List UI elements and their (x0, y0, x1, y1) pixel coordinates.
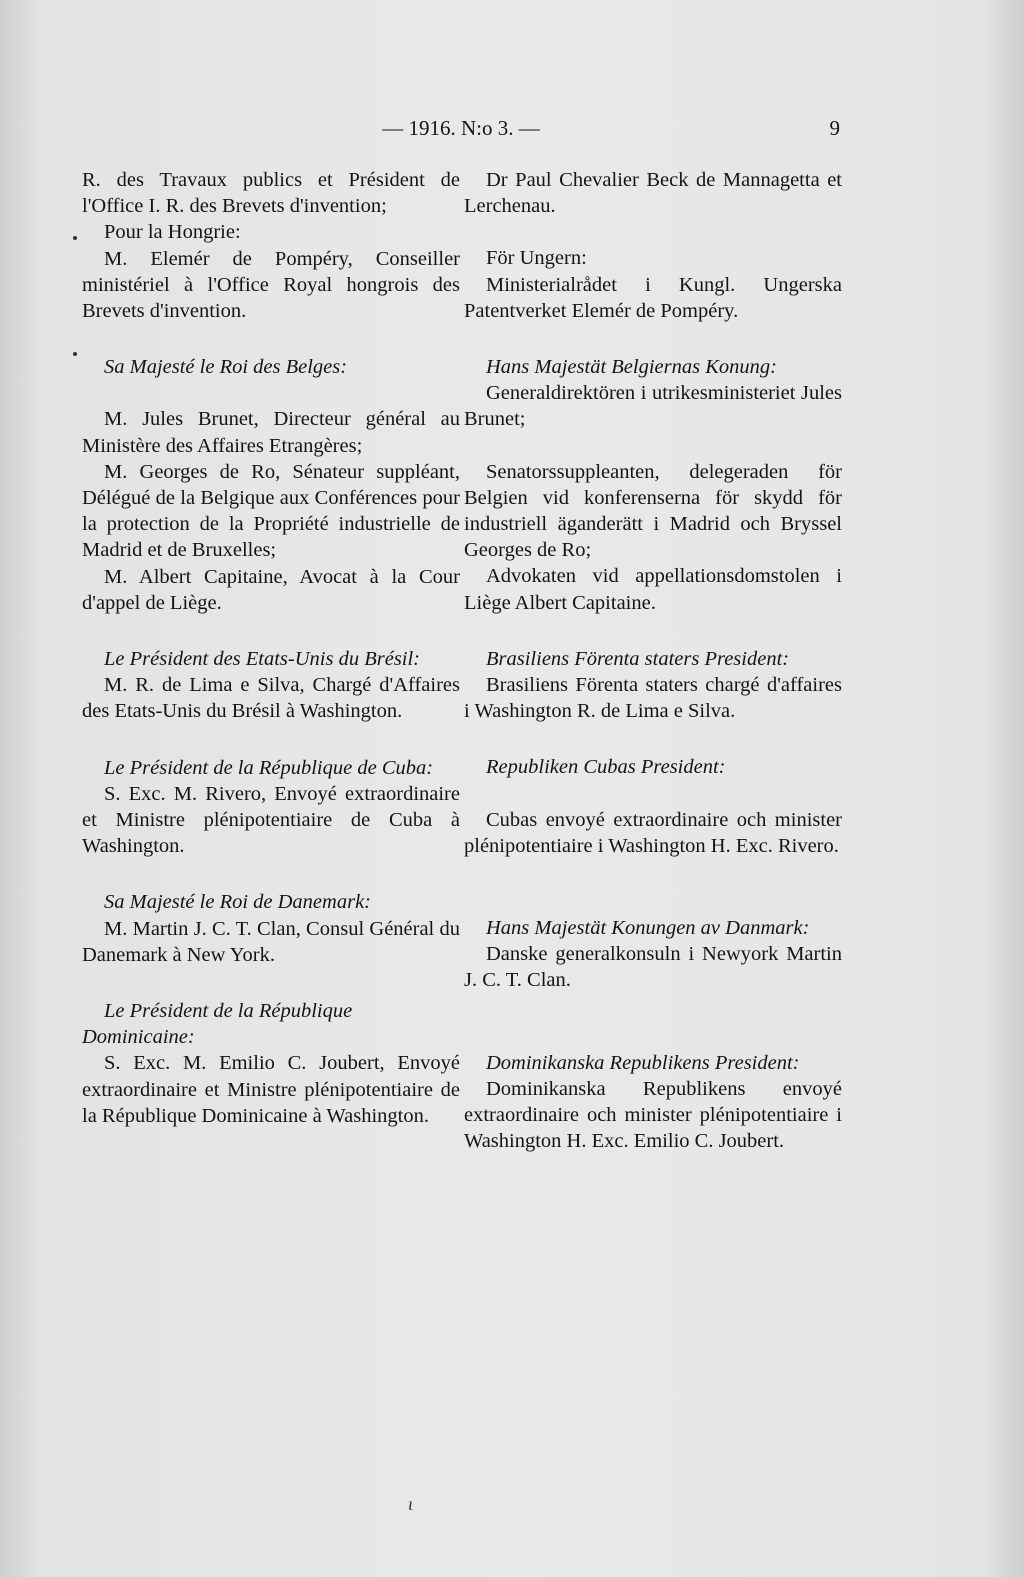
right-para-3: Ministerialrådet i Kungl. Ungerska Patentverket Elemér de Pompéry. (464, 273, 842, 322)
page-header (82, 116, 840, 146)
margin-dot (73, 352, 77, 356)
left-para-6: M. Albert Capitaine, Avocat à la Cour d'appel de Liège. (82, 565, 460, 614)
left-heading-belgium: Sa Majesté le Roi des Belges: (104, 356, 348, 379)
right-heading-cuba: Republiken Cubas President: (486, 756, 726, 779)
left-para-2: Pour la Hongrie: (104, 221, 241, 244)
right-para-10: Dominikanska Republikens envoyé extraordinaire och minister plénipotentiaire i Washington H. Exc. Emilio C. Joubert. (464, 1077, 842, 1153)
page-number: 9 (829, 116, 840, 140)
right-para-7: Brasiliens Förenta staters chargé d'affaires i Washington R. de Lima e Silva. (464, 674, 842, 723)
left-para-1: R. des Travaux publics et Président de l'Office I. R. des Brevets d'invention; (82, 169, 460, 218)
margin-dot (73, 236, 77, 240)
left-para-10: S. Exc. M. Emilio C. Joubert, Envoyé extraordinaire et Ministre plénipotentiaire de la République Dominicaine à Washington. (82, 1052, 460, 1127)
right-para-6: Advokaten vid appellationsdomstolen i Liège Albert Capitaine. (464, 565, 842, 614)
left-para-9: M. Martin J. C. T. Clan, Consul Général du Danemark à New York. (82, 917, 460, 966)
left-heading-cuba: Le Président de la République de Cuba: (104, 756, 434, 779)
swedish-column (464, 167, 842, 1154)
left-heading-dominican: Le Président de la République Dominicaine: (82, 1000, 353, 1049)
running-header: — 1916. N:o 3. — (382, 116, 540, 140)
left-para-7: M. R. de Lima e Silva, Chargé d'Affaires des Etats-Unis du Brésil à Washington. (82, 674, 460, 723)
left-heading-brazil: Le Président des Etats-Unis du Brésil: (104, 648, 421, 671)
left-para-5: M. Georges de Ro, Sénateur suppléant, Délégué de la Belgique aux Conférences pour la protection de la Propriété industrielle de Madrid et de Bruxelles; (82, 460, 460, 562)
left-heading-denmark: Sa Majesté le Roi de Danemark: (104, 891, 371, 914)
right-para-4: Generaldirektören i utrikesministeriet Jules Brunet; (464, 382, 842, 431)
right-heading-belgium: Hans Majestät Belgiernas Konung: (486, 356, 777, 379)
right-heading-denmark: Hans Majestät Konungen av Danmark: (486, 917, 810, 940)
left-para-8: S. Exc. M. Rivero, Envoyé extraordinaire et Ministre plénipotentiaire de Cuba à Washington. (82, 782, 460, 858)
right-para-1: Dr Paul Chevalier Beck de Mannagetta et Lerchenau. (464, 169, 842, 218)
left-para-3: M. Elemér de Pompéry, Conseiller ministériel à l'Office Royal hongrois des Brevets d'invention. (82, 247, 460, 323)
right-para-8: Cubas envoyé extraordinaire och minister plénipotentiaire i Washington H. Exc. Rivero. (464, 808, 842, 857)
right-para-5: Senatorssuppleanten, delegeraden för Belgien vid konferenserna för skydd för industriell äganderätt i Madrid och Bryssel Georges de Ro; (464, 460, 842, 562)
right-para-2: För Ungern: (486, 247, 587, 270)
right-heading-dominican: Dominikanska Republikens President: (486, 1051, 800, 1074)
right-heading-brazil: Brasiliens Förenta staters President: (486, 647, 790, 670)
right-para-9: Danske generalkonsuln i Newyork Martin J. C. T. Clan. (464, 943, 842, 992)
ink-mark: ɩ (408, 1494, 414, 1514)
french-column (82, 167, 460, 1129)
left-para-4: M. Jules Brunet, Directeur général au Ministère des Affaires Etrangères; (82, 408, 460, 457)
